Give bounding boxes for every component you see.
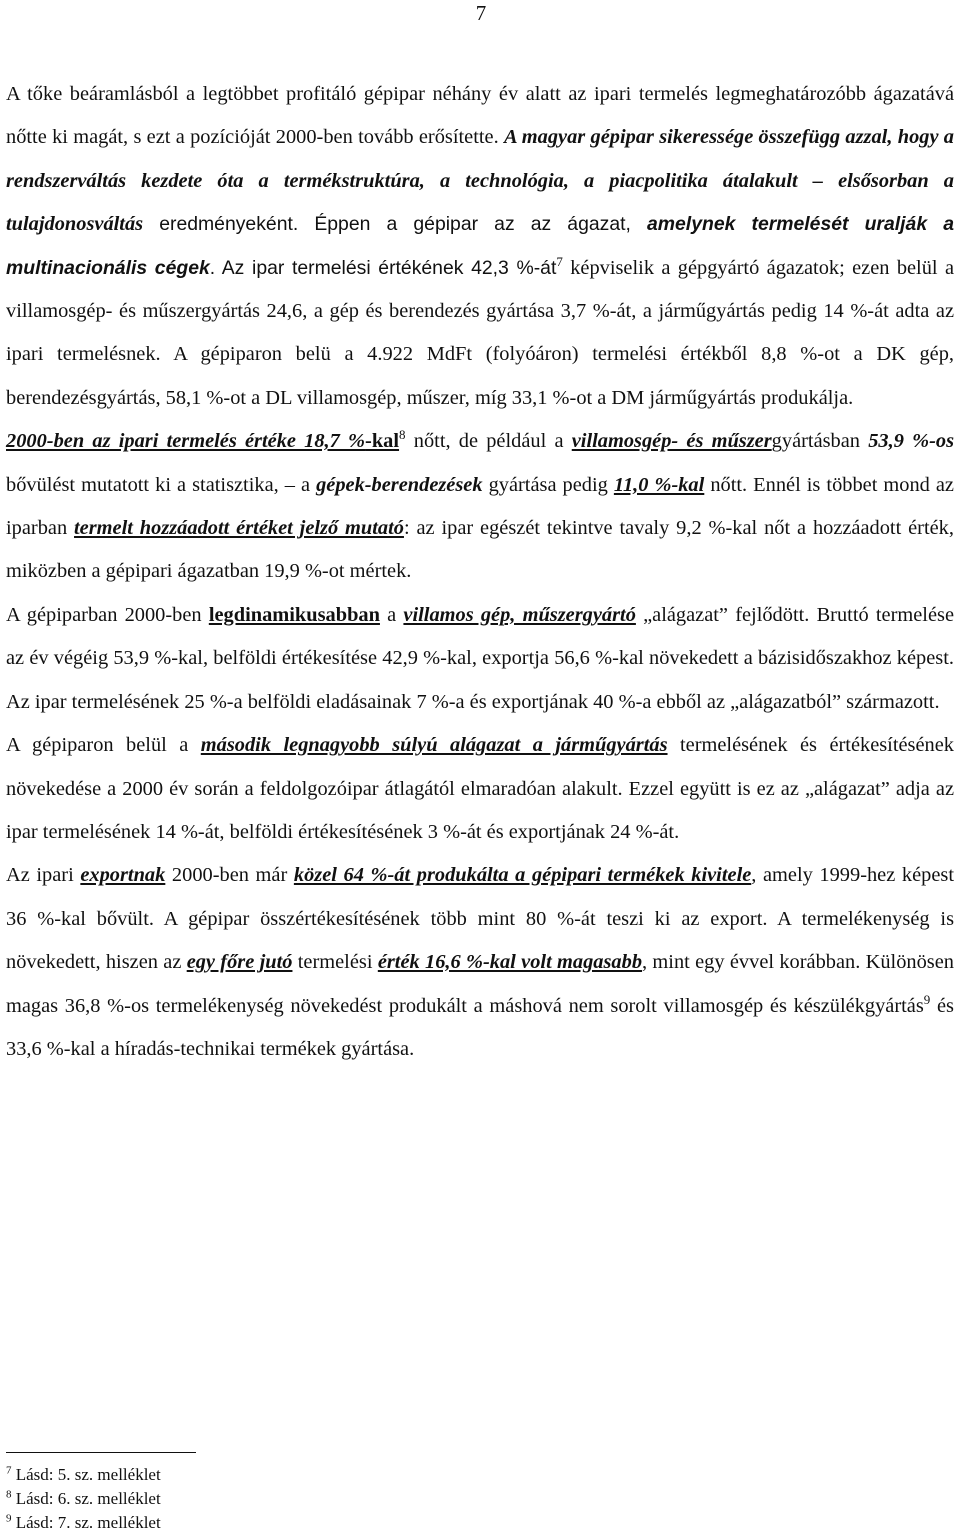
emphasis-run: -kal bbox=[365, 430, 400, 453]
text-run: , amely 1999-hez képest 36 %-kal bővült. A gépipar összértékesítésének több mint 80 %-át teszi ki az export. A termelékenység is növekedett, hiszen az bbox=[6, 864, 954, 974]
emphasis-run: 2000-ben az ipari termelés értéke 18,7 % bbox=[6, 430, 366, 453]
emphasis-run: második legnagyobb súlyú alágazat a járműgyártás bbox=[200, 734, 668, 757]
footnote-9 bbox=[6, 1511, 161, 1535]
text-run: : az ipar egészét tekintve tavaly 9,2 %-kal nőt a hozzáadott érték, miközben a gépipari ágazatban 19,9 %-ot mértek. bbox=[6, 517, 954, 583]
emphasis-run: A magyar gépipar sikeressége összefügg azzal, hogy a rendszerváltás kezdete óta a termékstruktúra, a technológia, a piacpolitika átalakult – elsősorban a tulajdonosváltás bbox=[6, 126, 954, 236]
footnote-mark: 7 bbox=[6, 1464, 12, 1477]
text-run: termelésének és értékesítésének növekedése a 2000 év során a feldolgozóipar átlagától elmaradóan alakult. Ezzel együtt is ez az „alágazat” adja az ipar termelésének 14 %-át, belföldi értékesítésének 3 %-át és exportjának 24 %-át. bbox=[6, 734, 954, 843]
footnote-ref-8[interactable]: 8 bbox=[399, 427, 406, 443]
text-run: és 33,6 %-kal a híradás-technikai termékek gyártása. bbox=[6, 994, 954, 1060]
footnote-ref-7[interactable]: 7 bbox=[556, 253, 563, 269]
footnote-text: Lásd: 7. sz. melléklet bbox=[15, 1513, 161, 1532]
footnote-separator bbox=[6, 1452, 196, 1453]
text-run: nőtt. Ennél is többet mond az iparban bbox=[6, 473, 954, 540]
footnote-text: Lásd: 6. sz. melléklet bbox=[15, 1489, 161, 1508]
emphasis-run: 53,9 %-os bbox=[868, 430, 955, 453]
footnote-mark: 9 bbox=[6, 1512, 12, 1525]
text-run: . Az ipar termelési értékének 42,3 %-át bbox=[209, 256, 557, 279]
emphasis-run: gépek-berendezések bbox=[316, 473, 483, 496]
text-run: Éppen a gépipar az az ágazat, bbox=[298, 213, 647, 236]
emphasis-run: érték 16,6 %-kal volt magasabb bbox=[377, 951, 643, 974]
paragraph-5 bbox=[6, 854, 954, 1071]
emphasis-run: legdinamikusabban bbox=[208, 603, 380, 626]
emphasis-run: exportnak bbox=[80, 864, 166, 887]
text-run: A tőke beáramlásból a legtöbbet profitáló gépipar néhány év alatt az ipari termelés legmeghatározóbb ágazatává nőtte ki magát, s ezt a pozícióját 2000-ben tovább erősítette. bbox=[6, 83, 954, 149]
paragraph-2 bbox=[6, 420, 954, 594]
text-run: nőtt, de például a bbox=[405, 430, 572, 453]
body-text bbox=[6, 73, 954, 1071]
text-run: bővülést mutatott ki a statisztika, – a bbox=[6, 473, 317, 496]
text-run: gyártása pedig bbox=[482, 473, 614, 496]
emphasis-run: 11,0 %-kal bbox=[613, 473, 705, 496]
footnote-ref-9[interactable]: 9 bbox=[923, 991, 931, 1007]
footnote-7 bbox=[6, 1463, 161, 1487]
paragraph-3 bbox=[6, 594, 954, 724]
text-run: A gépiparban 2000-ben bbox=[6, 603, 209, 626]
emphasis-run: közel 64 %-át produkálta a gépipari termékek kivitele bbox=[293, 864, 752, 887]
text-run: , mint egy évvel korábban. Különösen magas 36,8 %-os termelékenység növekedést produkált a máshová nem sorolt villamosgép és készülékgyártás bbox=[6, 951, 954, 1017]
page-number: 7 bbox=[475, 1, 487, 25]
footnote-text: Lásd: 5. sz. melléklet bbox=[15, 1465, 161, 1484]
text-run: 2000-ben már bbox=[165, 864, 294, 887]
emphasis-run: egy főre jutó bbox=[186, 951, 293, 974]
text-run: termelési bbox=[292, 951, 378, 974]
emphasis-run: amelynek termelését uralják a multinacionális cégek bbox=[6, 213, 954, 279]
text-run: Az ipari bbox=[6, 864, 81, 887]
text-run: „alágazat” fejlődött. Bruttó termelése az év végéig 53,9 %-kal, belföldi értékesítése 42,9 %-kal, exportja 56,6 %-kal növekedett a bázisidőszakhoz képest. Az ipar termelésének 25 %-a belföldi eladásainak 7 %-a és exportjának 40 %-a ebből az „alágazatból” származott. bbox=[6, 603, 955, 713]
emphasis-run: villamosgép- és műszer bbox=[571, 430, 772, 453]
footnote-mark: 8 bbox=[6, 1488, 12, 1501]
emphasis-run: villamos gép, műszergyártó bbox=[403, 603, 636, 626]
emphasis-run: termelt hozzáadott értéket jelző mutató bbox=[74, 517, 404, 540]
text-run: képviselik a gépgyártó ágazatok; ezen belül a villamosgép- és műszergyártás 24,6, a gép és berendezés gyártása 3,7 %-át, a járműgyártás pedig 14 %-át adta az ipari termelésnek. A gépiparon belü a 4.922 MdFt (folyóáron) termelési értékből 8,8 %-ot a DK gép, berendezésgyártás, 58,1 %-ot a DL villamosgép, műszer, míg 33,1 %-ot a DM járműgyártás produkálja. bbox=[6, 256, 954, 409]
footnotes bbox=[6, 1463, 161, 1535]
text-run: A gépiparon belül a bbox=[6, 734, 201, 757]
paragraph-4 bbox=[6, 724, 954, 854]
text-run: a bbox=[379, 603, 404, 626]
footnote-8 bbox=[6, 1487, 161, 1511]
text-run: eredményeként. bbox=[143, 213, 299, 236]
text-run: gyártásban bbox=[771, 430, 869, 453]
paragraph-1 bbox=[6, 73, 954, 420]
